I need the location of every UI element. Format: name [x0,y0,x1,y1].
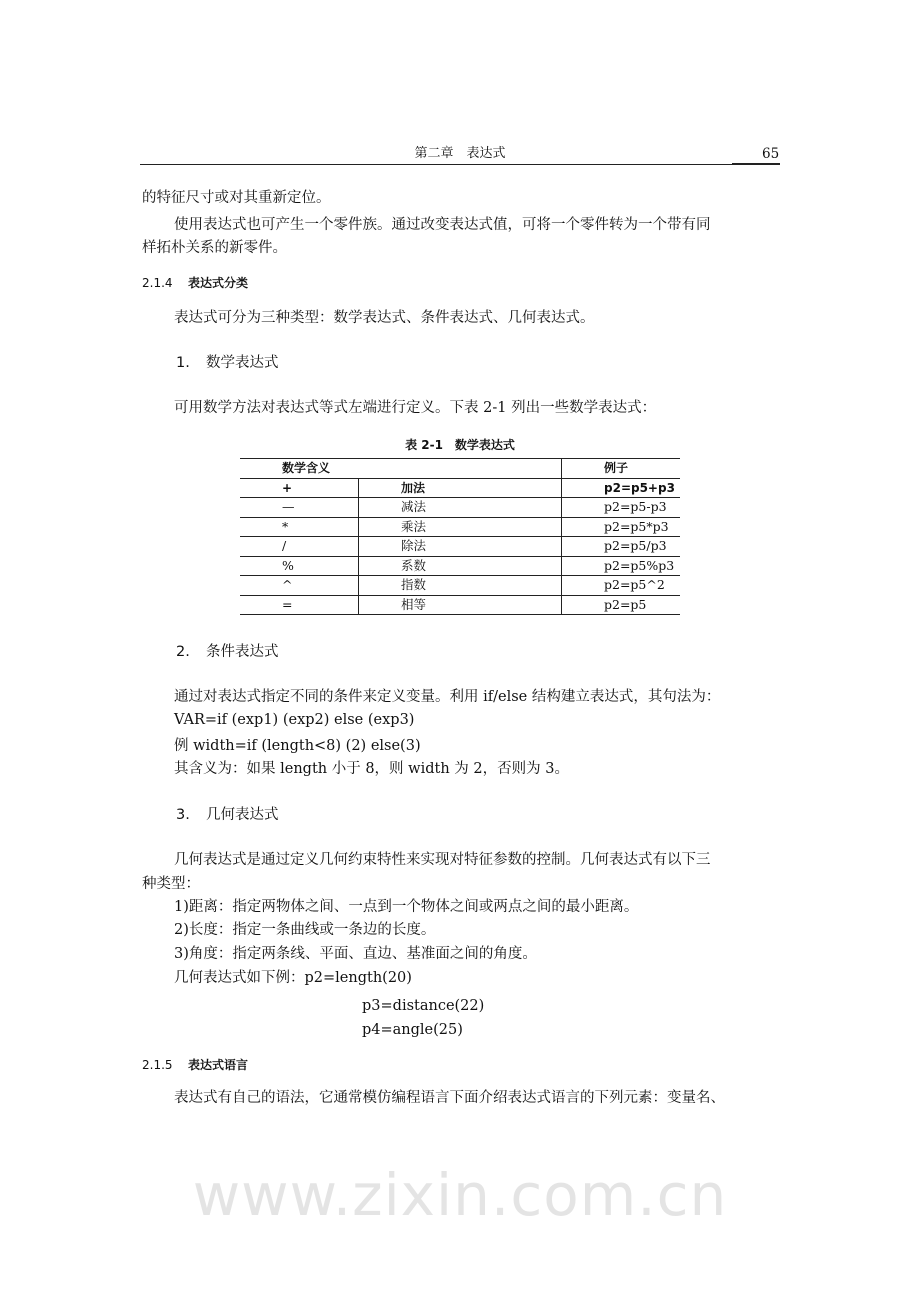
list-item: 1)距离：指定两物体之间、一点到一个物体之间或两点之间的最小距离。 [174,899,639,915]
subheading-geometric [176,805,279,825]
meaning-cell: 乘法 [359,517,562,537]
subheading-math [176,353,279,373]
table-row [240,595,680,615]
example-cell: p2=p5+p3 [562,478,681,498]
subheading-number: 2. [176,644,190,660]
running-header: 第二章 表达式 [414,146,506,161]
header-rule [140,164,780,165]
section-title: 表达式语言 [188,1058,249,1072]
meaning-cell: 除法 [359,537,562,557]
syntax-line: VAR=if (exp1) (exp2) else (exp3) [174,712,415,728]
paragraph: 样拓朴关系的新零件。 [142,240,287,256]
subheading-title: 数学表达式 [206,355,279,371]
table-row [240,537,680,557]
list-item: 2)长度：指定一条曲线或一条边的长度。 [174,922,436,938]
operator-cell: * [240,517,359,537]
subheading-number: 3. [176,807,190,823]
table-row [240,478,680,498]
meaning-cell: 加法 [359,478,562,498]
subheading-title: 条件表达式 [206,644,279,660]
paragraph: 几何表达式是通过定义几何约束特性来实现对特征参数的控制。几何表达式有以下三 [174,852,711,868]
operator-cell: + [240,478,359,498]
table-caption: 表 2-1 数学表达式 [405,438,515,452]
watermark: www.zixin.com.cn [192,1161,728,1229]
paragraph: 使用表达式也可产生一个零件族。通过改变表达式值，可将一个零件转为一个带有同 [174,217,711,233]
example-line: 几何表达式如下例：p2=length(20) [174,970,412,986]
paragraph: 种类型： [142,876,200,892]
example-line: p3=distance(22) [362,998,485,1014]
section-heading-2-1-4 [142,274,248,292]
table-row [240,498,680,518]
list-item: 3)角度：指定两条线、平面、直边、基准面之间的角度。 [174,946,537,962]
paragraph: 表达式有自己的语法，它通常模仿编程语言下面介绍表达式语言的下列元素：变量名、 [174,1090,725,1106]
header-example: 例子 [562,459,681,479]
example-cell: p2=p5^2 [562,576,681,596]
header-meaning: 数学含义 [240,459,562,479]
section-number: 2.1.5 [142,1058,173,1072]
example-cell: p2=p5 [562,595,681,615]
section-heading-2-1-5 [142,1056,248,1074]
table-row [240,576,680,596]
meaning-cell: 相等 [359,595,562,615]
operator-cell: ^ [240,576,359,596]
example-cell: p2=p5-p3 [562,498,681,518]
section-number: 2.1.4 [142,276,173,290]
table-row [240,556,680,576]
subheading-conditional [176,642,279,662]
meaning-cell: 指数 [359,576,562,596]
header-rule-accent [732,163,780,165]
example-line: p4=angle(25) [362,1022,463,1038]
subheading-number: 1. [176,355,190,371]
math-expressions-table [240,458,680,615]
table-row [240,517,680,537]
section-title: 表达式分类 [188,276,249,290]
page-number: 65 [762,146,780,162]
operator-cell: — [240,498,359,518]
operator-cell: / [240,537,359,557]
operator-cell: = [240,595,359,615]
paragraph: 表达式可分为三种类型：数学表达式、条件表达式、几何表达式。 [174,310,595,326]
example-cell: p2=p5%p3 [562,556,681,576]
operator-cell: % [240,556,359,576]
paragraph: 通过对表达式指定不同的条件来定义变量。利用 if/else 结构建立表达式，其句法为： [174,689,721,705]
paragraph: 可用数学方法对表达式等式左端进行定义。下表 2-1 列出一些数学表达式： [174,400,657,416]
table-header-row [240,459,680,479]
paragraph: 其含义为：如果 length 小于 8，则 width 为 2，否则为 3。 [174,761,569,777]
example-cell: p2=p5/p3 [562,537,681,557]
example-line: 例 width=if (length<8) (2) else(3) [174,738,421,754]
meaning-cell: 减法 [359,498,562,518]
example-cell: p2=p5*p3 [562,517,681,537]
meaning-cell: 系数 [359,556,562,576]
paragraph: 的特征尺寸或对其重新定位。 [142,190,331,206]
subheading-title: 几何表达式 [206,807,279,823]
